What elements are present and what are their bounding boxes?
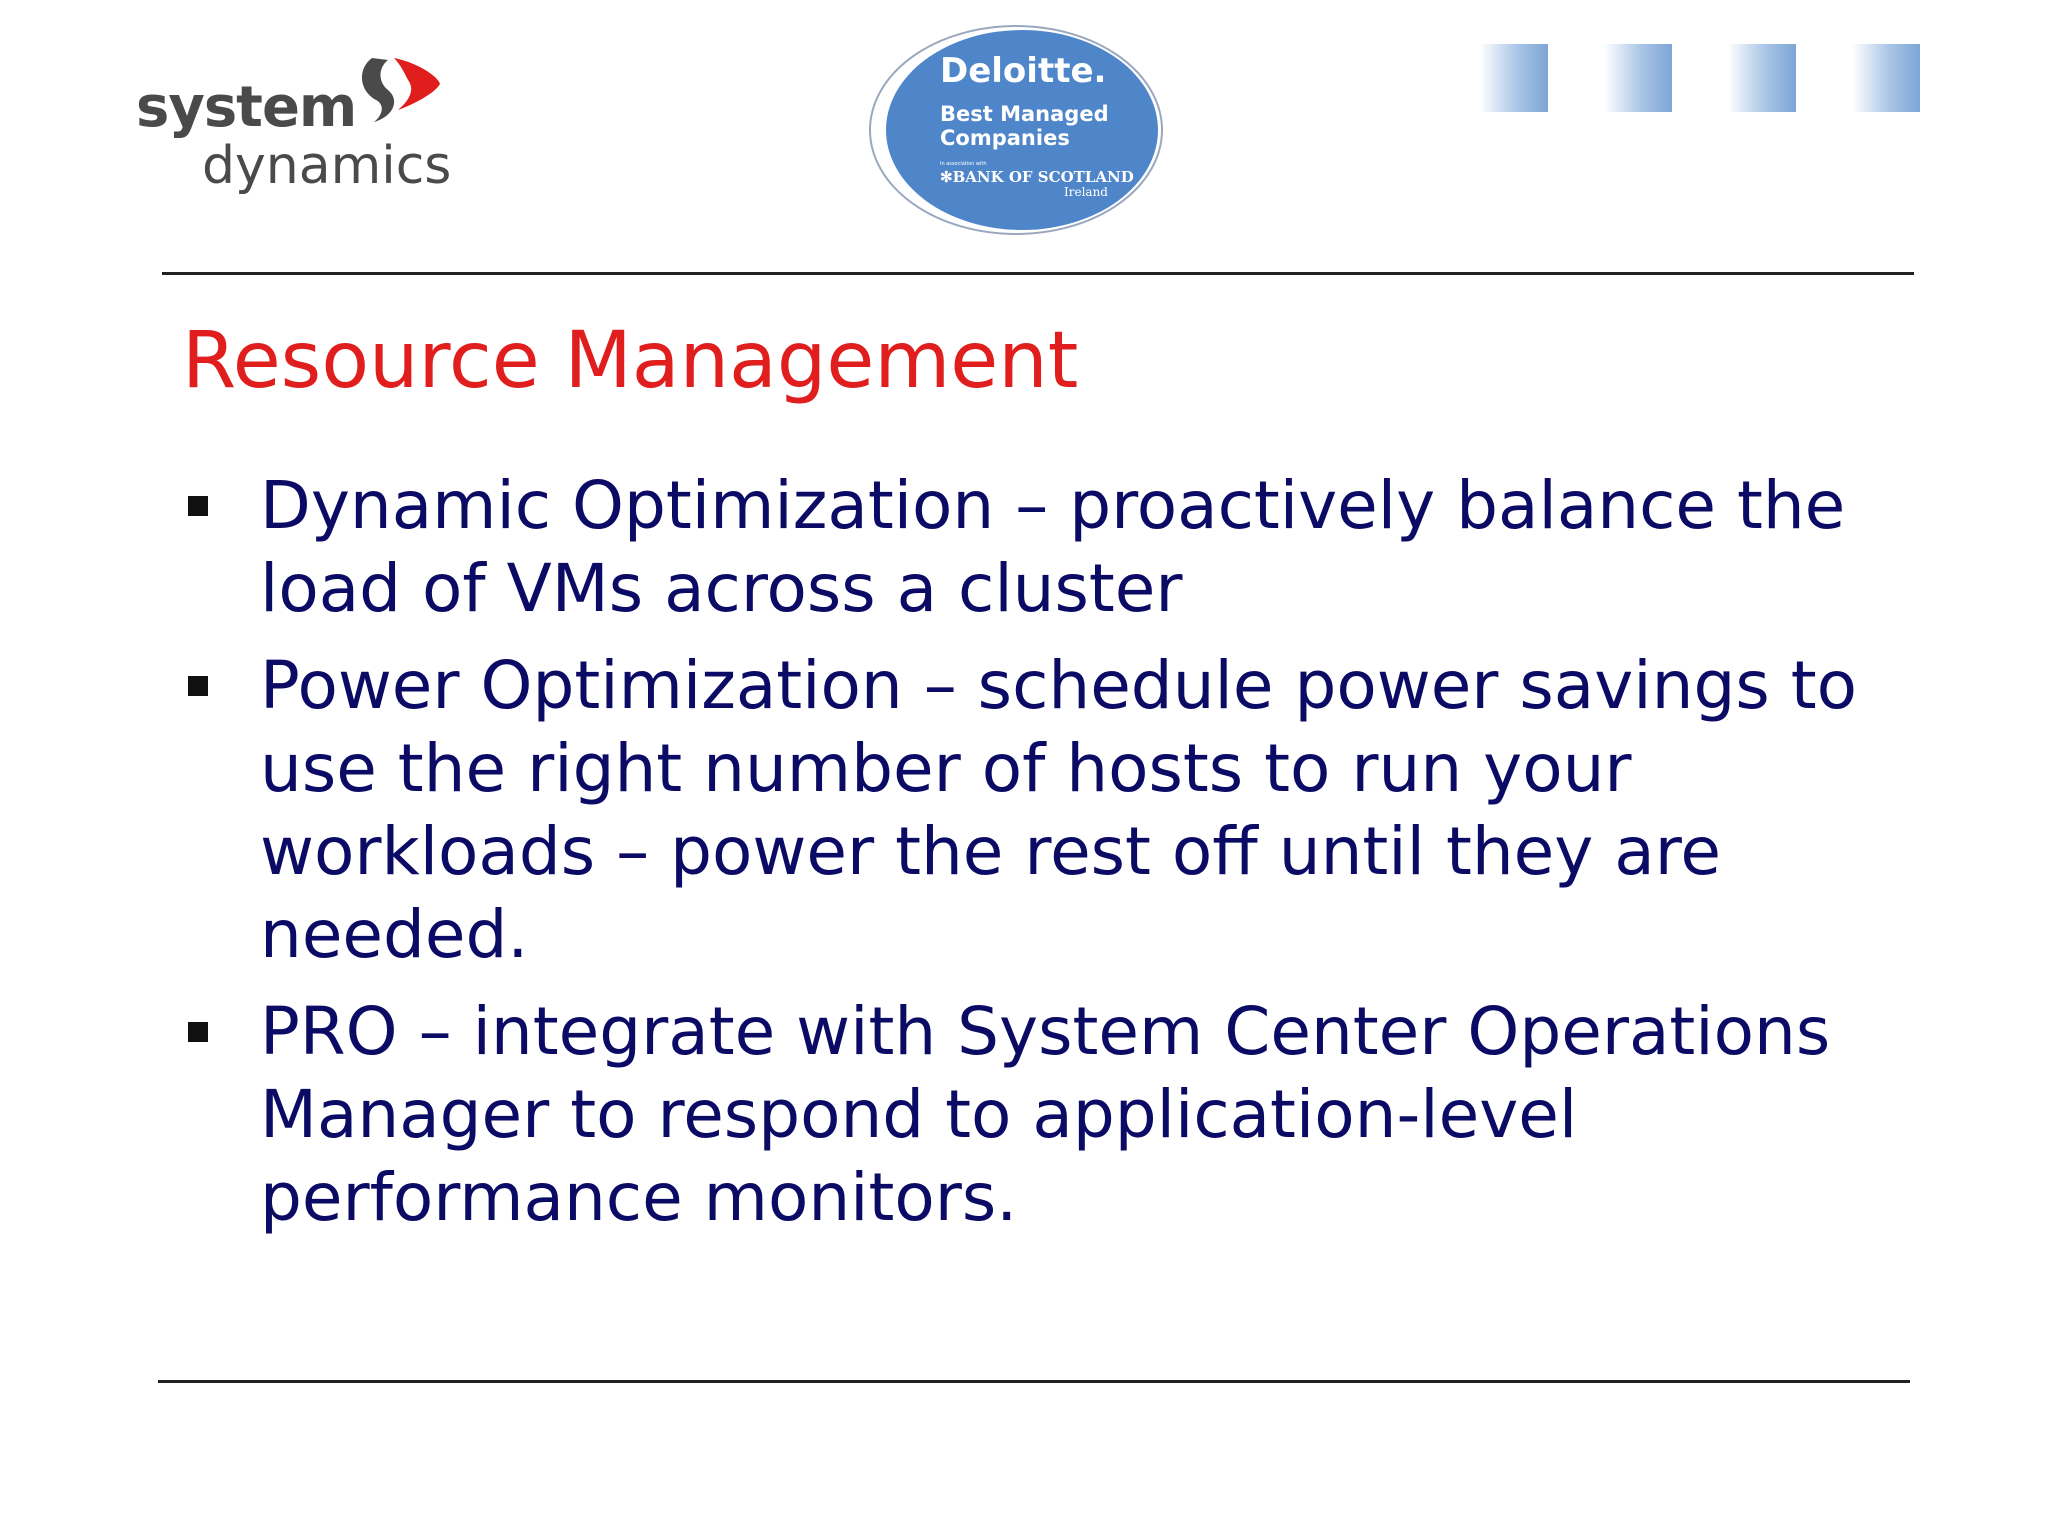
bullet-item-pro <box>184 990 1904 1239</box>
bullet-list <box>184 464 1904 1253</box>
decor-square-2 <box>1604 44 1672 112</box>
top-divider <box>162 272 1914 275</box>
seal-brand: Deloitte. <box>940 51 1107 91</box>
seal-region: Ireland <box>1064 185 1108 199</box>
system-dynamics-logo <box>136 52 466 212</box>
bottom-divider <box>158 1380 1910 1383</box>
slide-title: Resource Management <box>182 316 1079 406</box>
seal-line1: Best Managed <box>940 102 1109 126</box>
swoosh-icon <box>354 54 444 126</box>
decor-square-1 <box>1480 44 1548 112</box>
logo-word-dynamics: dynamics <box>202 136 452 196</box>
deloitte-best-managed-seal <box>868 24 1164 236</box>
decor-square-3 <box>1728 44 1796 112</box>
decor-square-4 <box>1852 44 1920 112</box>
seal-bank: ✻BANK OF SCOTLAND <box>940 168 1134 186</box>
square-bullet-icon <box>188 676 208 696</box>
seal-line2: Companies <box>940 126 1070 150</box>
logo-word-system: system <box>136 75 357 140</box>
square-bullet-icon <box>188 496 208 516</box>
seal-association: In association with <box>940 161 987 167</box>
bullet-text: Dynamic Optimization – proactively balance the load of VMs across a cluster <box>260 467 1846 627</box>
bullet-item-power-optimization <box>184 644 1904 976</box>
bullet-text: PRO – integrate with System Center Operations Manager to respond to application-level performance monitors. <box>260 993 1831 1236</box>
square-bullet-icon <box>188 1022 208 1042</box>
bullet-text: Power Optimization – schedule power savings to use the right number of hosts to run your workloads – power the rest off until they are needed. <box>260 647 1857 973</box>
bullet-item-dynamic-optimization <box>184 464 1904 630</box>
